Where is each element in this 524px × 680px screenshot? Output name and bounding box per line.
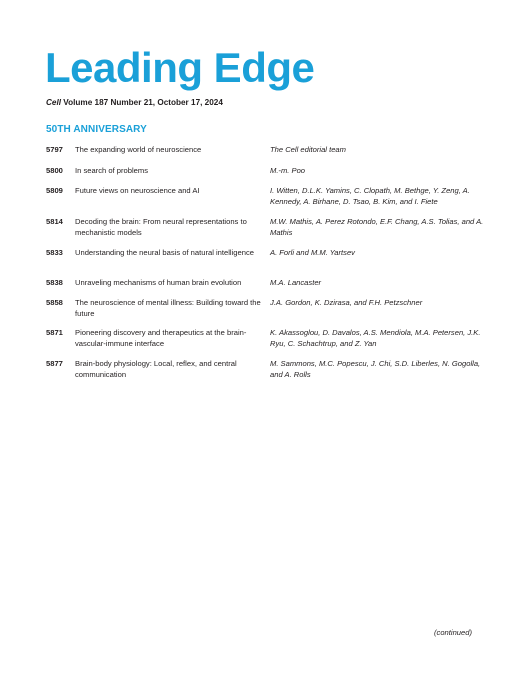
continued-note: (continued) bbox=[434, 628, 472, 637]
issue-details: Volume 187 Number 21, October 17, 2024 bbox=[61, 98, 223, 107]
page-number: 5877 bbox=[46, 359, 63, 368]
article-title[interactable]: Understanding the neural basis of natural intelligence bbox=[75, 248, 254, 257]
page-number: 5871 bbox=[46, 328, 63, 337]
article-authors: I. Witten, D.L.K. Yamins, C. Clopath, M. Bethge, Y. Zeng, A. Kennedy, A. Birhane, D. Tsao, B. Kim, and I. Fiete bbox=[270, 186, 470, 206]
article-authors: M.A. Lancaster bbox=[270, 278, 322, 287]
article-authors: A. Forli and M.M. Yartsev bbox=[270, 248, 355, 257]
article-title[interactable]: In search of problems bbox=[75, 166, 149, 175]
article-title[interactable]: Decoding the brain: From neural representations to mechanistic models bbox=[75, 217, 247, 237]
page-number: 5814 bbox=[46, 217, 63, 226]
journal-name: Cell bbox=[46, 98, 62, 107]
article-title[interactable]: The expanding world of neuroscience bbox=[75, 145, 202, 154]
article-authors: K. Akassoglou, D. Davalos, A.S. Mendiola, M.A. Petersen, J.K. Ryu, C. Schachtrup, and Z. Yan bbox=[270, 328, 481, 348]
page-number: 5809 bbox=[46, 186, 63, 195]
article-title[interactable]: The neuroscience of mental illness: Building toward the future bbox=[75, 298, 261, 318]
page-number: 5858 bbox=[46, 298, 63, 307]
article-title[interactable]: Unraveling mechanisms of human brain evolution bbox=[75, 278, 242, 287]
page-number: 5833 bbox=[46, 248, 63, 257]
article-authors: J.A. Gordon, K. Dzirasa, and F.H. Petzschner bbox=[270, 298, 423, 307]
article-title[interactable]: Brain-body physiology: Local, reflex, and central communication bbox=[75, 359, 237, 379]
masthead-title: Leading Edge bbox=[45, 44, 315, 91]
page-number: 5800 bbox=[46, 166, 63, 175]
article-authors: M. Sammons, M.C. Popescu, J. Chi, S.D. Liberles, N. Gogolla, and A. Rolls bbox=[270, 359, 481, 379]
article-authors: M.-m. Poo bbox=[270, 166, 306, 175]
page-number: 5838 bbox=[46, 278, 63, 287]
article-title[interactable]: Future views on neuroscience and AI bbox=[75, 186, 200, 195]
page-number: 5797 bbox=[46, 145, 63, 154]
article-authors: The Cell editorial team bbox=[270, 145, 346, 154]
article-authors: M.W. Mathis, A. Perez Rotondo, E.F. Chang, A.S. Tolias, and A. Mathis bbox=[270, 217, 484, 237]
article-title[interactable]: Pioneering discovery and therapeutics at the brain-vascular-immune interface bbox=[75, 328, 247, 348]
issue-line bbox=[46, 98, 223, 107]
section-heading: 50TH ANNIVERSARY bbox=[46, 124, 147, 135]
